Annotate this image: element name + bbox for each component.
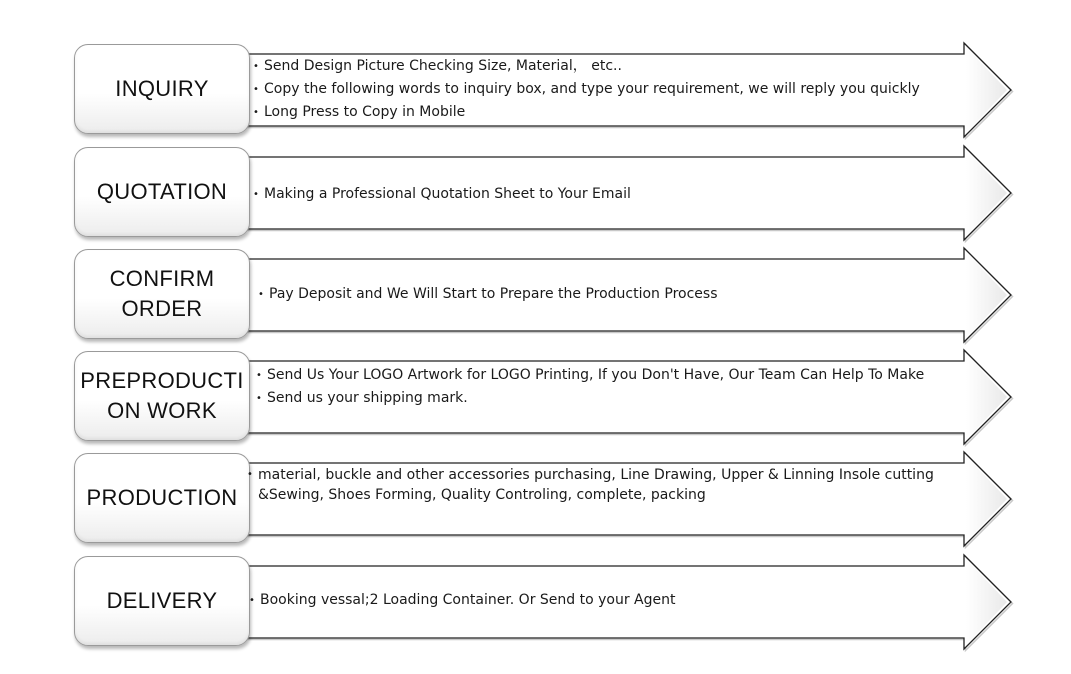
bullet-dot-icon: •: [253, 84, 259, 95]
bullet-item: [253, 183, 953, 206]
arrow-tip-shading: [966, 47, 1007, 133]
arrow-tip-shading: [966, 150, 1007, 236]
step-title: [110, 264, 215, 324]
step-title-line: QUOTATION: [96, 179, 228, 204]
step-title-line: INQUIRY: [115, 76, 209, 101]
bullet-dot-icon: •: [253, 61, 259, 72]
step-box-5: [74, 453, 250, 543]
bullet-dot-icon: •: [249, 595, 255, 606]
arrow-tip-shading: [966, 354, 1007, 440]
bullet-item: [253, 55, 953, 78]
bullet-item: [253, 78, 953, 101]
step-description-6: [249, 589, 949, 612]
step-box-6: [74, 556, 250, 646]
bullet-dot-icon: •: [247, 469, 253, 480]
step-title-line: ORDER: [121, 296, 203, 321]
step-title-line: CONFIRM: [109, 266, 215, 291]
bullet-dot-icon: •: [253, 189, 259, 200]
step-description-5: [247, 465, 937, 505]
bullet-text: Long Press to Copy in Mobile: [264, 104, 466, 120]
bullet-text: Copy the following words to inquiry box, and type your requirement, we will reply you quickly: [264, 81, 920, 97]
step-title: [115, 74, 208, 104]
step-box-3: [74, 249, 250, 339]
bullet-item: [247, 465, 937, 505]
bullet-text: Booking vessal;2 Loading Container. Or Send to your Agent: [260, 592, 676, 608]
bullet-text: Pay Deposit and We Will Start to Prepare the Production Process: [269, 286, 718, 302]
bullet-dot-icon: •: [256, 370, 262, 381]
step-title: [80, 366, 243, 426]
step-description-1: [253, 55, 953, 124]
bullet-dot-icon: •: [253, 107, 259, 118]
step-description-4: [256, 364, 956, 410]
step-box-4: [74, 351, 250, 441]
step-title-line: ON WORK: [107, 398, 217, 423]
bullet-text: material, buckle and other accessories purchasing, Line Drawing, Upper & Linning Insole cutting &Sewing, Shoes Forming, Quality Controling, complete, packing: [258, 467, 934, 503]
arrow-tip-shading: [966, 252, 1007, 338]
step-box-2: [74, 147, 250, 237]
bullet-item: [253, 101, 953, 124]
step-title-line: DELIVERY: [106, 588, 218, 613]
bullet-dot-icon: •: [258, 289, 264, 300]
bullet-item: [258, 283, 958, 306]
arrow-tip-shading: [966, 456, 1007, 542]
bullet-dot-icon: •: [256, 393, 262, 404]
bullet-text: Making a Professional Quotation Sheet to Your Email: [264, 186, 631, 202]
bullet-item: [256, 387, 956, 410]
step-title: [97, 177, 227, 207]
step-title: [107, 586, 218, 616]
step-title: [87, 483, 238, 513]
arrow-tip-shading: [966, 559, 1007, 645]
bullet-text: Send Design Picture Checking Size, Material， etc..: [264, 58, 622, 74]
step-title-line: PREPRODUCTI: [80, 368, 244, 393]
bullet-item: [256, 364, 956, 387]
step-description-3: [258, 283, 958, 306]
bullet-text: Send us your shipping mark.: [267, 390, 468, 406]
step-description-2: [253, 183, 953, 206]
step-box-1: [74, 44, 250, 134]
bullet-item: [249, 589, 949, 612]
step-title-line: PRODUCTION: [86, 485, 238, 510]
bullet-text: Send Us Your LOGO Artwork for LOGO Printing, If you Don't Have, Our Team Can Help To Make: [267, 367, 925, 383]
